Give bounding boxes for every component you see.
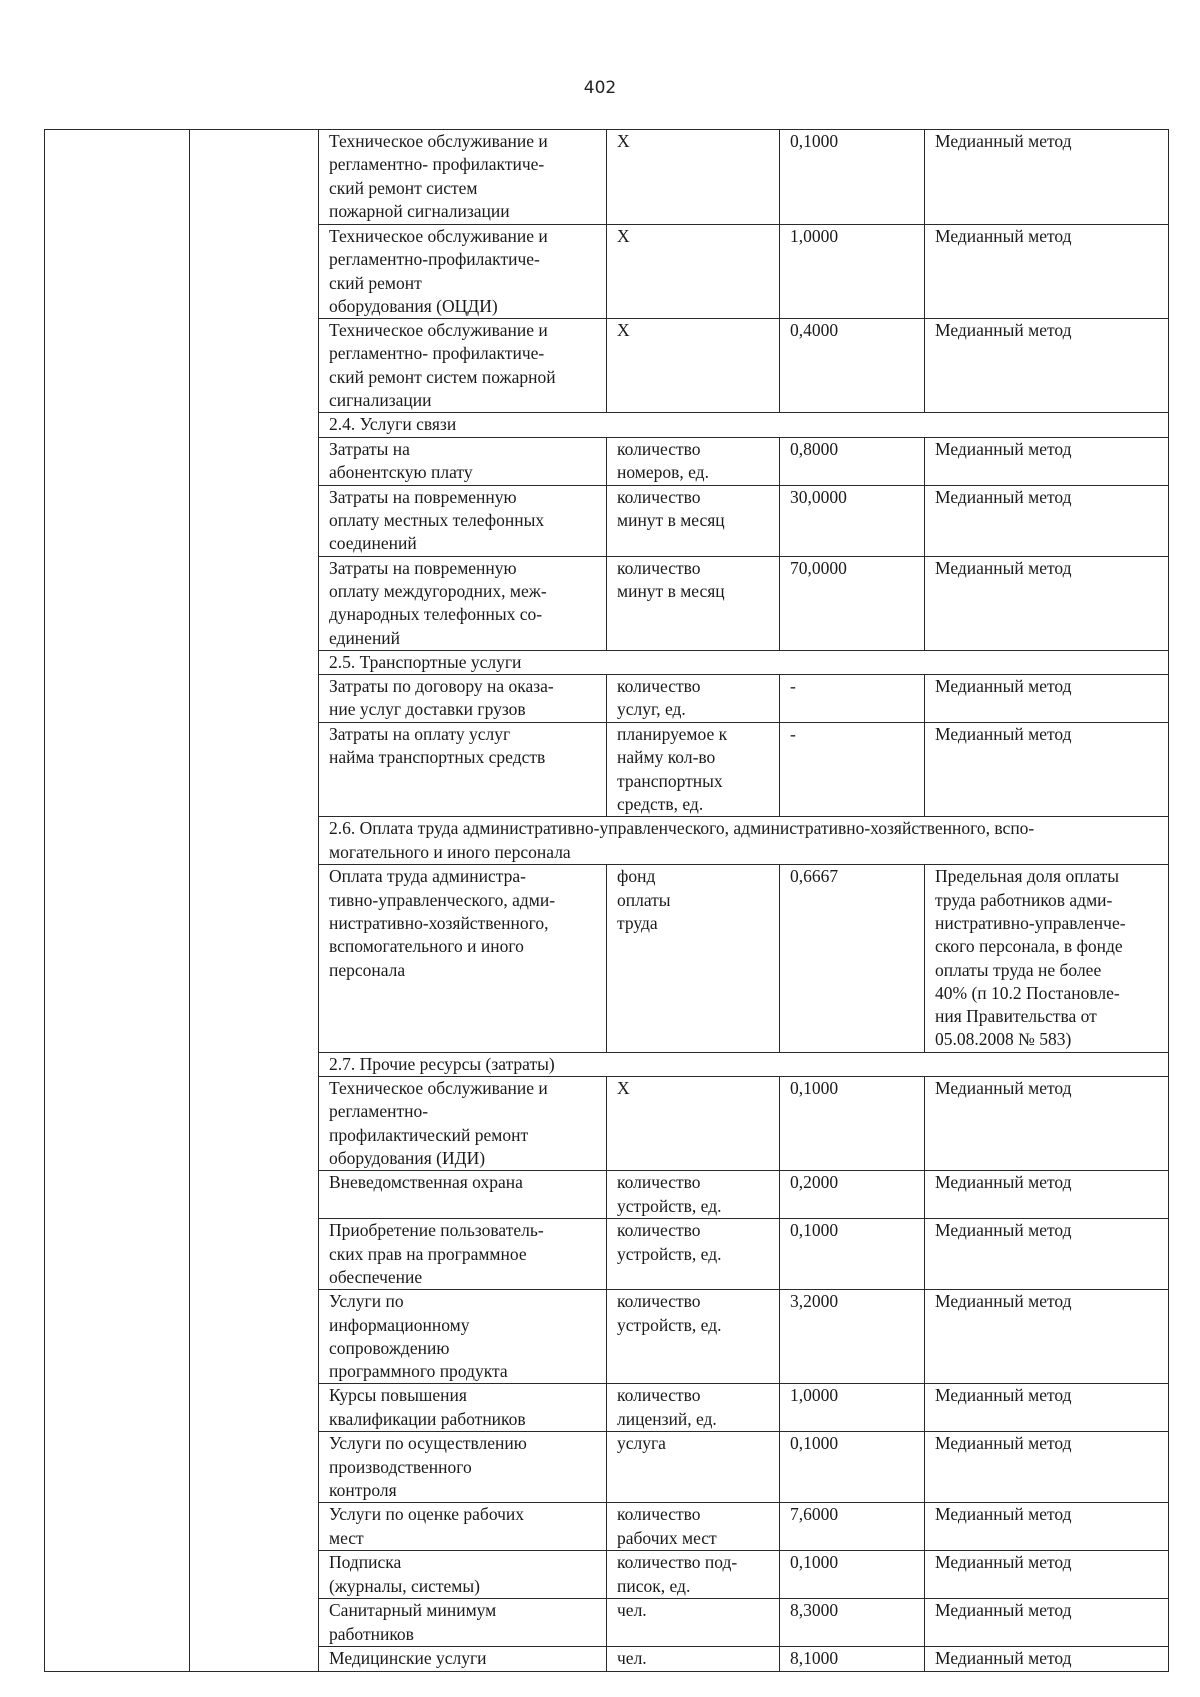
unit-of-measure: количество лицензий, ед. [607, 1384, 780, 1432]
calculation-method: Медианный метод [925, 675, 1169, 723]
unit-of-measure: чел. [607, 1599, 780, 1647]
unit-of-measure: фонд оплаты труда [607, 865, 780, 1052]
section-heading: 2.5. Транспортные услуги [319, 650, 1169, 674]
cost-item-name: Техническое обслуживание и регламентно- профилактиче- ский ремонт систем пожарной сигнализации [319, 130, 607, 225]
cost-item-name: Затраты на абонентскую плату [319, 437, 607, 485]
norm-value: 0,4000 [780, 319, 925, 413]
calculation-method: Медианный метод [925, 130, 1169, 225]
cost-item-name: Затраты на повременную оплату междугородних, меж- дународных телефонных со- единений [319, 556, 607, 650]
cost-item-name: Санитарный минимум работников [319, 1599, 607, 1647]
cost-item-name: Техническое обслуживание и регламентно- профилактический ремонт оборудования (ИДИ) [319, 1077, 607, 1171]
unit-of-measure: количество минут в месяц [607, 556, 780, 650]
unit-of-measure: услуга [607, 1432, 780, 1503]
cost-item-name: Медицинские услуги [319, 1647, 607, 1671]
cost-item-name: Техническое обслуживание и регламентно-профилактиче- ский ремонт оборудования (ОЦДИ) [319, 225, 607, 319]
norm-value: 0,2000 [780, 1171, 925, 1219]
calculation-method: Медианный метод [925, 1077, 1169, 1171]
calculation-method: Медианный метод [925, 225, 1169, 319]
cost-item-name: Услуги по информационному сопровождению программного продукта [319, 1290, 607, 1384]
calculation-method: Медианный метод [925, 1503, 1169, 1551]
unit-of-measure: количество минут в месяц [607, 485, 780, 556]
calculation-method: Медианный метод [925, 1551, 1169, 1599]
norm-value: 8,1000 [780, 1647, 925, 1671]
norm-value: 0,1000 [780, 130, 925, 225]
left-blank-column-2 [190, 130, 319, 1672]
norm-value: 7,6000 [780, 1503, 925, 1551]
norm-value: 8,3000 [780, 1599, 925, 1647]
calculation-method: Предельная доля оплаты труда работников адми- нистративно-управленче- ского персонала, в фонде оплаты труда не более 40% (п 10.2 Постановле- ния Правительства от 05.08.2008 № 583) [925, 865, 1169, 1052]
calculation-method: Медианный метод [925, 556, 1169, 650]
unit-of-measure: X [607, 225, 780, 319]
unit-of-measure: чел. [607, 1647, 780, 1671]
section-heading: 2.6. Оплата труда административно-управленческого, административно-хозяйственного, вспо- могательного и иного персонала [319, 817, 1169, 865]
calculation-method: Медианный метод [925, 319, 1169, 413]
cost-item-name: Услуги по осуществлению производственного контроля [319, 1432, 607, 1503]
unit-of-measure: количество под- писок, ед. [607, 1551, 780, 1599]
calculation-method: Медианный метод [925, 723, 1169, 817]
cost-item-name: Затраты на повременную оплату местных телефонных соединений [319, 485, 607, 556]
norm-value: 0,8000 [780, 437, 925, 485]
calculation-method: Медианный метод [925, 1171, 1169, 1219]
cost-item-name: Вневедомственная охрана [319, 1171, 607, 1219]
norm-value: 0,1000 [780, 1077, 925, 1171]
unit-of-measure: количество устройств, ед. [607, 1171, 780, 1219]
cost-item-name: Приобретение пользователь- ских прав на программное обеспечение [319, 1219, 607, 1290]
section-heading: 2.7. Прочие ресурсы (затраты) [319, 1052, 1169, 1076]
unit-of-measure: количество рабочих мест [607, 1503, 780, 1551]
calculation-method: Медианный метод [925, 1599, 1169, 1647]
unit-of-measure: количество услуг, ед. [607, 675, 780, 723]
cost-item-name: Оплата труда администра- тивно-управленческого, адми- нистративно-хозяйственного, вспомогательного и иного персонала [319, 865, 607, 1052]
calculation-method: Медианный метод [925, 1290, 1169, 1384]
unit-of-measure: количество устройств, ед. [607, 1290, 780, 1384]
cost-item-name: Курсы повышения квалификации работников [319, 1384, 607, 1432]
table-row [45, 130, 1169, 225]
unit-of-measure: количество устройств, ед. [607, 1219, 780, 1290]
cost-item-name: Затраты по договору на оказа- ние услуг доставки грузов [319, 675, 607, 723]
cost-item-name: Подписка (журналы, системы) [319, 1551, 607, 1599]
calculation-method: Медианный метод [925, 485, 1169, 556]
unit-of-measure: X [607, 319, 780, 413]
left-blank-column-1 [45, 130, 190, 1672]
cost-item-name: Затраты на оплату услуг найма транспортных средств [319, 723, 607, 817]
norm-value: 0,1000 [780, 1219, 925, 1290]
calculation-method: Медианный метод [925, 1219, 1169, 1290]
cost-item-name: Услуги по оценке рабочих мест [319, 1503, 607, 1551]
norm-value: 0,6667 [780, 865, 925, 1052]
table-body [45, 130, 1169, 1672]
unit-of-measure: планируемое к найму кол-во транспортных средств, ед. [607, 723, 780, 817]
unit-of-measure: X [607, 130, 780, 225]
norms-table [44, 129, 1169, 1672]
section-heading: 2.4. Услуги связи [319, 413, 1169, 437]
calculation-method: Медианный метод [925, 1432, 1169, 1503]
norm-value: 1,0000 [780, 1384, 925, 1432]
cost-item-name: Техническое обслуживание и регламентно- профилактиче- ский ремонт систем пожарной сигнализации [319, 319, 607, 413]
calculation-method: Медианный метод [925, 1384, 1169, 1432]
norm-value: 0,1000 [780, 1432, 925, 1503]
norm-value: 30,0000 [780, 485, 925, 556]
norm-value: 3,2000 [780, 1290, 925, 1384]
norm-value: 0,1000 [780, 1551, 925, 1599]
norm-value: 70,0000 [780, 556, 925, 650]
norm-value: - [780, 723, 925, 817]
norm-value: 1,0000 [780, 225, 925, 319]
page-number: 402 [583, 78, 617, 98]
unit-of-measure: X [607, 1077, 780, 1171]
calculation-method: Медианный метод [925, 437, 1169, 485]
norm-value: - [780, 675, 925, 723]
unit-of-measure: количество номеров, ед. [607, 437, 780, 485]
calculation-method: Медианный метод [925, 1647, 1169, 1671]
